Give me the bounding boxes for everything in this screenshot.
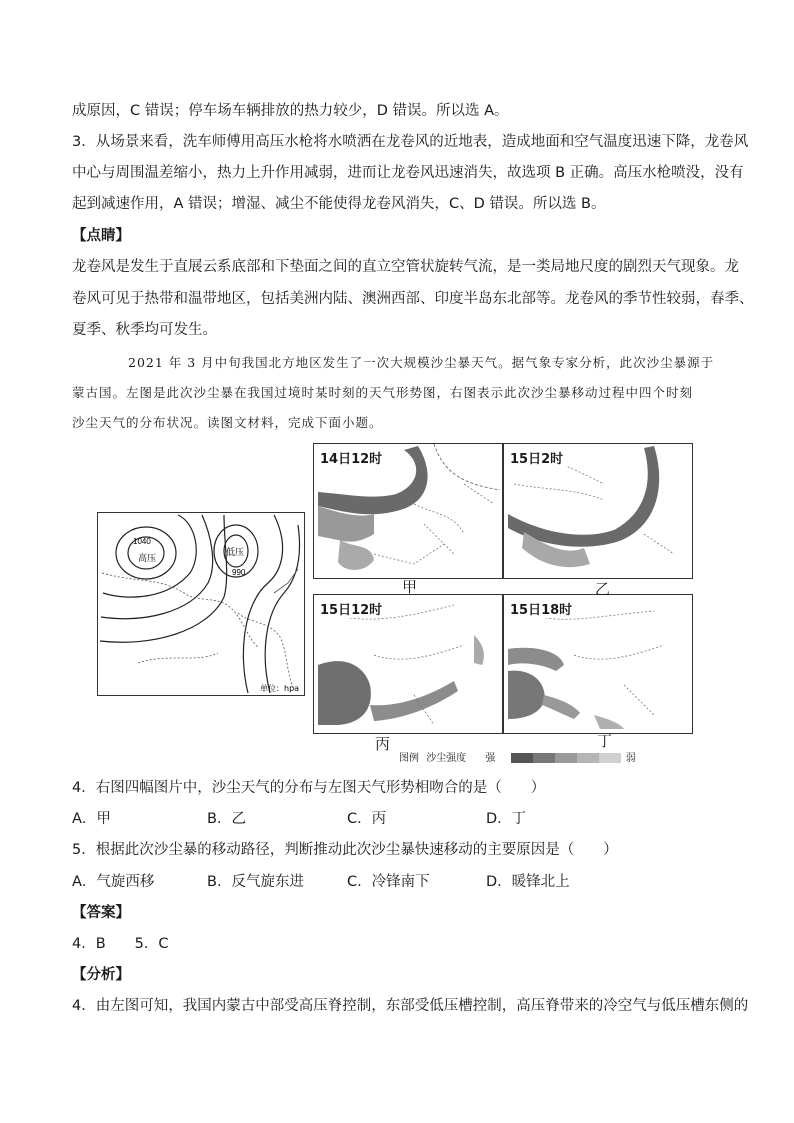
q4-option-b: B．乙: [207, 811, 246, 827]
panel-time: 15日2时: [507, 448, 566, 467]
legend-gradient: [511, 753, 621, 763]
analysis-heading: 【分析】: [72, 967, 130, 983]
intro-line: 2021 年 3 月中旬我国北方地区发生了一次大规模沙尘暴天气。据气象专家分析，此次沙尘暴源于: [128, 355, 715, 370]
q5-option-d: D．暖锋北上: [486, 874, 570, 890]
panel-time: 14日12时: [317, 448, 385, 467]
analysis-text: 4．由左图可知，我国内蒙古中部受高压脊控制，东部受低压槽控制，高压脊带来的冷空气与低压槽东侧的: [72, 998, 749, 1014]
text-line: 起到减速作用，A 错误；增湿、减尘不能使得龙卷风消失，C、D 错误。所以选 B。: [72, 196, 606, 212]
dust-panel-jia: [313, 443, 503, 579]
dust-panel-ding: [503, 594, 693, 734]
panel-time: 15日12时: [317, 599, 385, 618]
panel-caption: 乙: [595, 580, 611, 598]
legend-title: 沙尘强度: [426, 753, 467, 764]
dust-panel-yi: [503, 443, 693, 579]
isobar-map: [98, 513, 304, 695]
high-value: 1040: [133, 537, 151, 546]
text-line: 成原因，C 错误；停车场车辆排放的热力较少，D 错误。所以选 A。: [72, 103, 509, 119]
legend-label: 图例: [399, 753, 419, 764]
text-line: 夏季、秋季均可发生。: [72, 322, 217, 338]
dianjing-heading: 【点睛】: [72, 228, 130, 244]
answer-text: 4．B 5．C: [72, 936, 169, 952]
q4-option-c: C．丙: [347, 811, 387, 827]
intro-line: 蒙古国。左图是此次沙尘暴在我国过境时某时刻的天气形势图，右图表示此次沙尘暴移动过程中四个时刻: [72, 385, 694, 400]
q5-option-b: B．反气旋东进: [207, 874, 304, 890]
dust-legend: [399, 752, 636, 766]
text-line: 中心与周围温差缩小，热力上升作用减弱，进而让龙卷风迅速消失，故选项 B 正确。高压水枪喷没，没有: [72, 165, 744, 181]
intro-line: 沙尘天气的分布状况。读图文材料，完成下面小题。: [72, 415, 383, 430]
panel-caption: 丁: [597, 732, 613, 750]
panel-time: 15日18时: [507, 599, 575, 618]
q5-option-c: C．冷锋南下: [347, 874, 430, 890]
low-label: 低压: [226, 548, 245, 558]
answer-heading: 【答案】: [72, 905, 130, 921]
panel-caption: 丙: [375, 735, 391, 753]
text-line: 卷风可见于热带和温带地区，包括美洲内陆、澳洲西部、印度半岛东北部等。龙卷风的季节性较弱，春季、: [72, 291, 754, 307]
q5-option-a: A．气旋西移: [72, 874, 155, 890]
low-value: 990: [232, 568, 246, 577]
weather-situation-map: [97, 512, 305, 696]
question-4-stem: 4．右图四幅图片中，沙尘天气的分布与左图天气形势相吻合的是（ ）: [72, 780, 546, 796]
panel-caption: 甲: [402, 578, 418, 596]
high-label: 高压: [138, 554, 157, 564]
question-5-stem: 5．根据此次沙尘暴的移动路径，判断推动此次沙尘暴快速移动的主要原因是（ ）: [72, 842, 618, 858]
legend-weak: 弱: [625, 753, 636, 764]
q4-option-a: A．甲: [72, 811, 111, 827]
text-line: 3．从场景来看，洗车师傅用高压水枪将水喷洒在龙卷风的近地表，造成地面和空气温度迅速下降，龙卷风: [72, 134, 749, 150]
material-intro: [72, 348, 720, 438]
text-line: 龙卷风是发生于直展云系底部和下垫面之间的直立空管状旋转气流，是一类局地尺度的剧烈天气现象。龙: [72, 259, 739, 275]
dust-panel-bing: [313, 594, 503, 734]
unit-label: 单位：hpa: [260, 684, 300, 693]
q4-option-d: D．丁: [486, 811, 527, 827]
legend-strong: 强: [485, 753, 496, 764]
